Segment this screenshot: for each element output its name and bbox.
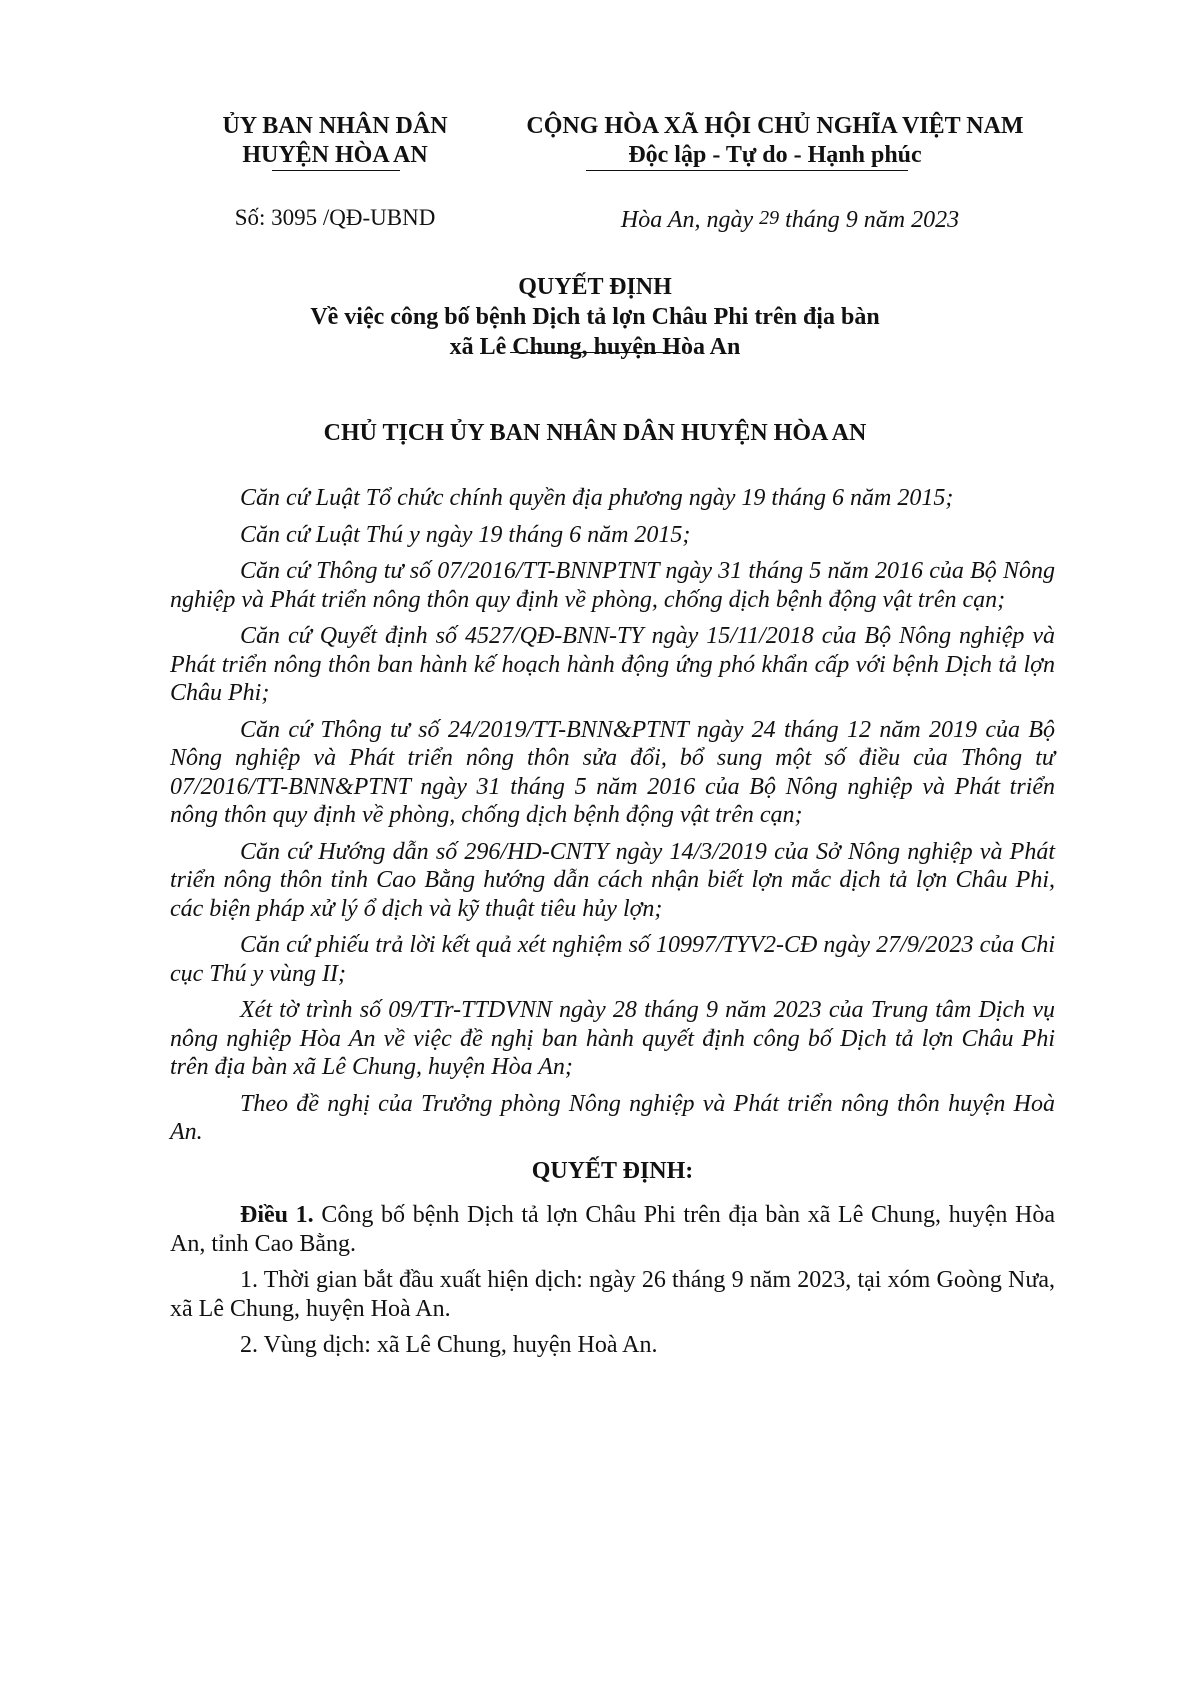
legal-basis-5: Căn cứ Thông tư số 24/2019/TT-BNN&PTNT ngày 24 tháng 12 năm 2019 của Bộ Nông nghiệp và Phát triển nông thôn sửa đổi, bổ sung một số điều của Thông tư 07/2016/TT-BNN&PTNT ngày 31 tháng 5 năm 2016 của Bộ Nông nghiệp và Phát triển nông thôn quy định về phòng, chống dịch bệnh động vật trên cạn; xyxy=(170,716,1055,828)
legal-basis-6: Căn cứ Hướng dẫn số 296/HD-CNTY ngày 14/3/2019 của Sở Nông nghiệp và Phát triển nông thôn tỉnh Cao Bằng hướng dẫn cách nhận biết lợn mắc dịch tả lợn Châu Phi, các biện pháp xử lý ổ dịch và kỹ thuật tiêu hủy lợn; xyxy=(170,838,1055,922)
legal-basis-4: Căn cứ Quyết định số 4527/QĐ-BNN-TY ngày 15/11/2018 của Bộ Nông nghiệp và Phát triển nông thôn ban hành kế hoạch hành động ứng phó khẩn cấp với bệnh Dịch tả lợn Châu Phi; xyxy=(170,623,1055,706)
date-prefix: Hòa An, ngày xyxy=(620,207,754,233)
legal-basis-3: Căn cứ Thông tư số 07/2016/TT-BNNPTNT ngày 31 tháng 5 năm 2016 của Bộ Nông nghiệp và Phát triển nông thôn quy định về phòng, chống dịch bệnh động vật trên cạn; xyxy=(170,558,1055,613)
legal-basis-9: Theo đề nghị của Trưởng phòng Nông nghiệp và Phát triển nông thôn huyện Hoà An. xyxy=(170,1090,1055,1145)
date-suffix: tháng 9 năm 2023 xyxy=(785,207,960,233)
title-subject-1: Về việc công bố bệnh Dịch tả lợn Châu Phi trên địa bàn xyxy=(310,304,880,330)
legal-basis-7: Căn cứ phiếu trả lời kết quả xét nghiệm số 10997/TYV2-CĐ ngày 27/9/2023 của Chi cục Thú y vùng II; xyxy=(170,932,1055,987)
agency-line-1: ỦY BAN NHÂN DÂN xyxy=(222,113,448,139)
agency-underline xyxy=(272,170,400,171)
national-motto xyxy=(505,112,1045,170)
issuing-authority: CHỦ TỊCH ỦY BAN NHÂN DÂN HUYỆN HÒA AN xyxy=(323,420,867,446)
title-subject-2: xã Lê Chung, huyện Hòa An xyxy=(449,334,741,360)
document-title xyxy=(170,272,1020,362)
legal-basis-1: Căn cứ Luật Tổ chức chính quyền địa phương ngày 19 tháng 6 năm 2015; xyxy=(240,485,954,511)
article-1-item-2: 2. Vùng dịch: xã Lê Chung, huyện Hoà An. xyxy=(240,1332,658,1358)
article-1-label: Điều 1. xyxy=(240,1202,314,1228)
title-type: QUYẾT ĐỊNH xyxy=(518,274,672,300)
legal-basis-2: Căn cứ Luật Thú y ngày 19 tháng 6 năm 2015; xyxy=(240,521,691,548)
article-1 xyxy=(170,1201,1055,1258)
country-name: CỘNG HÒA XÃ HỘI CHỦ NGHĨA VIỆT NAM xyxy=(526,113,1024,139)
legal-basis-8: Xét tờ trình số 09/TTr-TTDVNN ngày 28 tháng 9 năm 2023 của Trung tâm Dịch vụ nông nghiệp Hòa An về việc đề nghị ban hành quyết định công bố Dịch tả lợn Châu Phi trên địa bàn xã Lê Chung, huyện Hòa An; xyxy=(170,997,1055,1080)
document-number: Số: 3095 /QĐ-UBND xyxy=(234,205,436,230)
place-date xyxy=(540,207,1040,234)
motto-underline xyxy=(586,170,908,171)
date-day: 29 xyxy=(759,207,780,229)
issuing-agency xyxy=(185,112,485,170)
article-1-item-1: 1. Thời gian bắt đầu xuất hiện dịch: ngày 26 tháng 9 năm 2023, tại xóm Goòng Nưa, xã Lê Chung, huyện Hoà An. xyxy=(170,1267,1055,1322)
article-1-text: Công bố bệnh Dịch tả lợn Châu Phi trên địa bàn xã Lê Chung, huyện Hòa An, tỉnh Cao Bằng. xyxy=(170,1202,1056,1257)
decision-heading: QUYẾT ĐỊNH: xyxy=(531,1157,694,1184)
document-body xyxy=(170,484,1055,1368)
agency-line-2: HUYỆN HÒA AN xyxy=(242,142,428,168)
title-underline xyxy=(510,352,676,353)
motto: Độc lập - Tự do - Hạnh phúc xyxy=(628,142,922,168)
